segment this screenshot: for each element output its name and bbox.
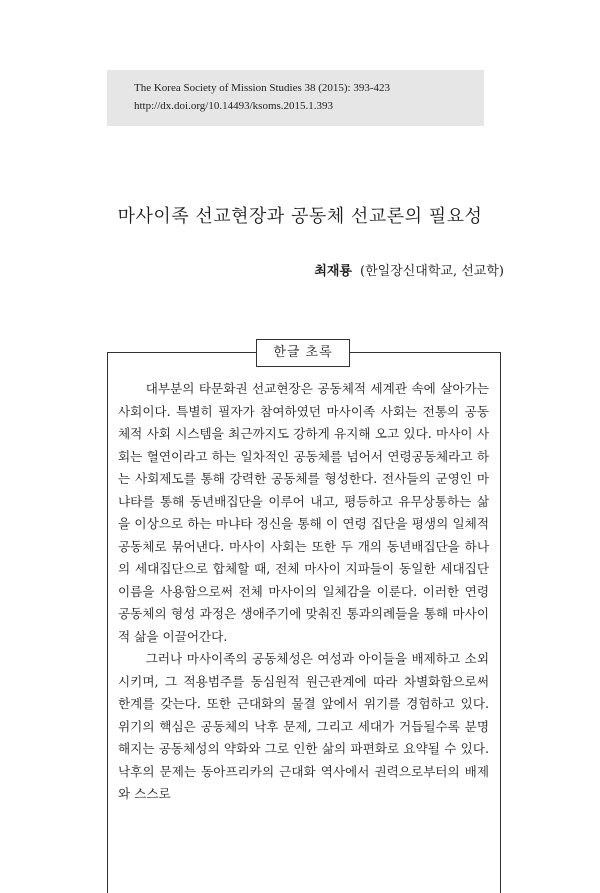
abstract-body: [118, 378, 489, 806]
author-affiliation: (한일장신대학교, 선교학): [360, 264, 504, 279]
journal-citation: The Korea Society of Mission Studies 38 (2015): 393-423: [134, 82, 391, 94]
abstract-label: 한글 초록: [256, 339, 350, 367]
doi-link[interactable]: http://dx.doi.org/10.14493/ksoms.2015.1.393: [134, 100, 334, 112]
abstract-paragraph: 그러나 마사이족의 공동체성은 여성과 아이들을 배제하고 소외시키며, 그 적용범주를 동심원적 원근관계에 따라 차별화함으로써 한계를 갖는다. 또한 근대화의 물결 앞에서 위기를 경험하고 있다. 위기의 핵심은 공동체의 낙후 문제, 그리고 세대가 거듭될수록 분명해지는 공동체성의 약화와 그로 인한 삶의 파편화로 요약될 수 있다. 낙후의 문제는 동아프리카의 근대화 역사에서 권력으로부터의 배제와 스스로: [118, 651, 489, 801]
paper-title: 마사이족 선교현장과 공동체 선교론의 필요성: [117, 206, 483, 227]
journal-header-box: [107, 70, 484, 126]
author-line: [314, 260, 504, 279]
author-name: 최재룡: [314, 264, 352, 279]
abstract-paragraph: 대부분의 타문화권 선교현장은 공동체적 세계관 속에 살아가는 사회이다. 특별히 필자가 참여하였던 마사이족 사회는 전통의 공동체적 사회 시스템을 최근까지도 강하게 유지해 오고 있다. 마사이 사회는 혈연이라고 하는 일차적인 공동체를 넘어서 연령공동체라고 하는 사회제도를 통해 강력한 공동체를 형성한다. 전사들의 군영인 마냐타를 통해 동년배집단을 이루어 내고, 평등하고 유무상통하는 삶을 이상으로 하는 마냐타 정신을 통해 이 연령 집단을 평생의 일체적 공동체로 묶어낸다. 마사이 사회는 또한 두 개의 동년배집단을 하나의 세대집단으로 합체할 때, 전체 마사이 지파들이 동일한 세대집단 이름을 사용함으로써 전체 마사이의 일체감을 이룬다. 이러한 연령공동체의 형성 과정은 생애주기에 맞춰진 통과의례들을 통해 마사이적 삶을 이끌어간다.: [118, 381, 489, 644]
